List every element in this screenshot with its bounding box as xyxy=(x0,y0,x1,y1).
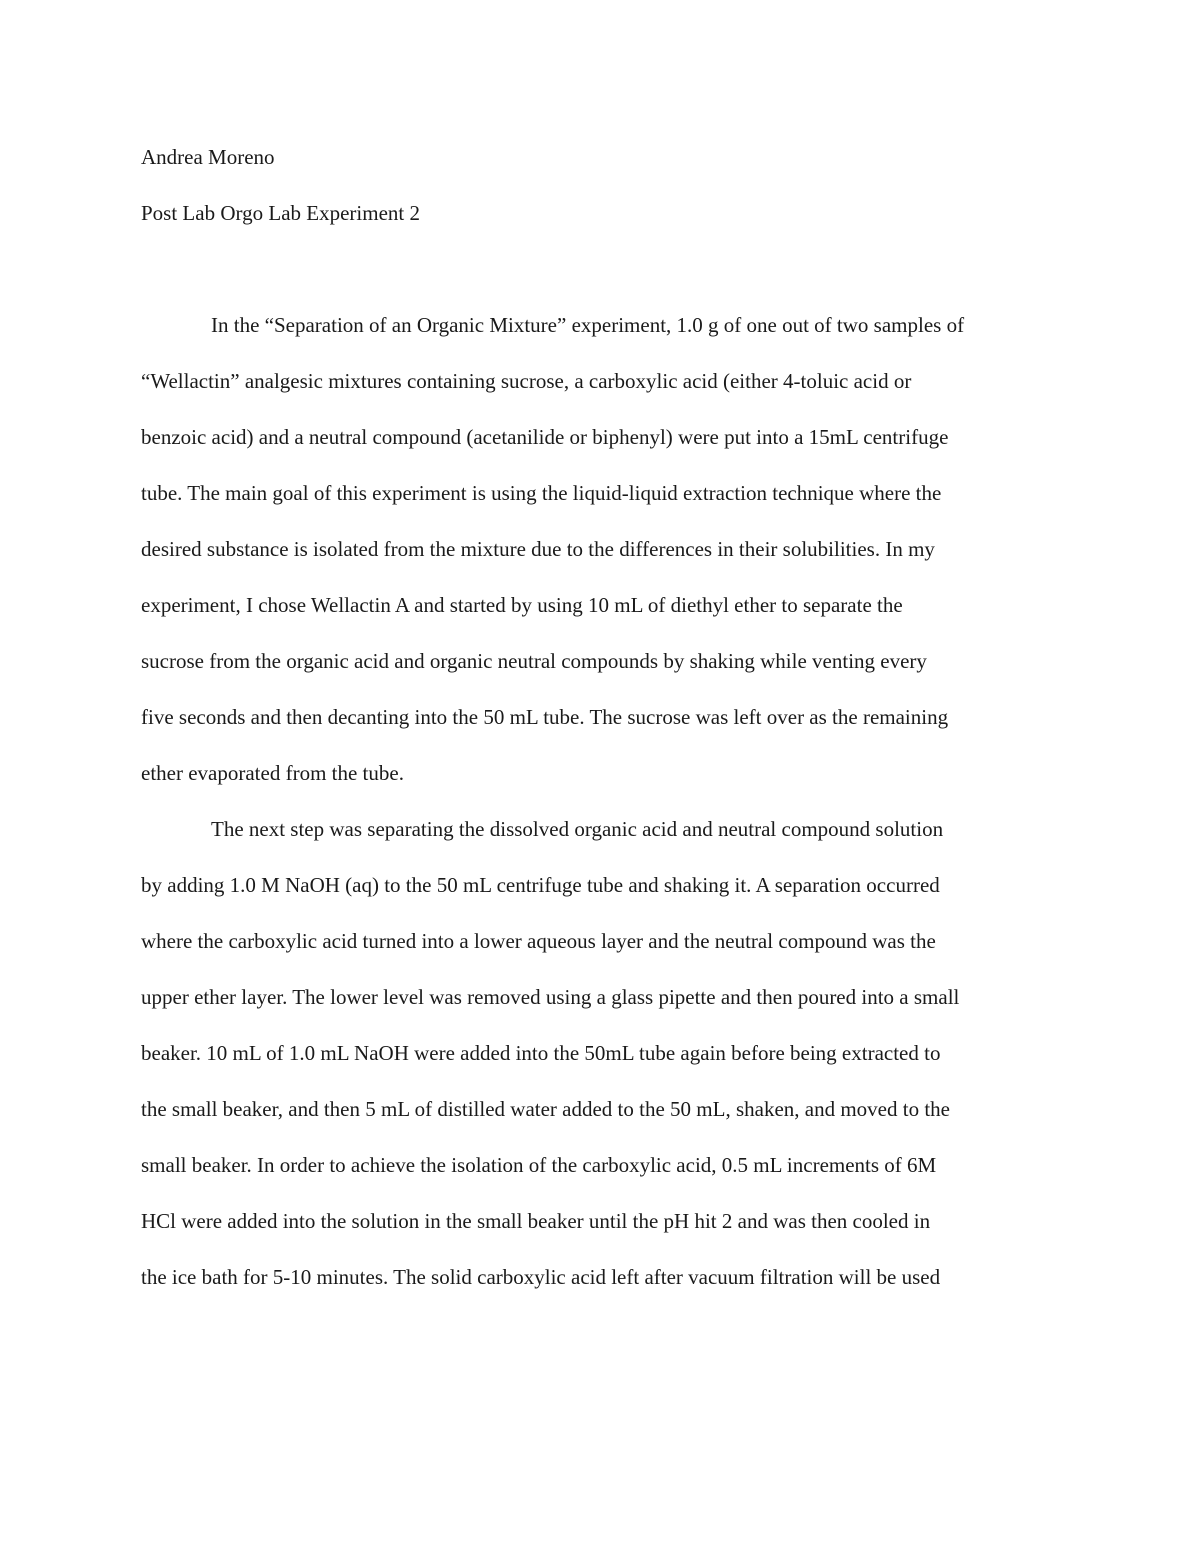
text-line: small beaker. In order to achieve the isolation of the carboxylic acid, 0.5 mL increments of 6M xyxy=(141,1153,937,1177)
text-line: “Wellactin” analgesic mixtures containing sucrose, a carboxylic acid (either 4-toluic acid or xyxy=(141,369,912,393)
text-line: where the carboxylic acid turned into a lower aqueous layer and the neutral compound was the xyxy=(141,929,936,953)
text-line: sucrose from the organic acid and organic neutral compounds by shaking while venting every xyxy=(141,649,927,673)
text-line: by adding 1.0 M NaOH (aq) to the 50 mL centrifuge tube and shaking it. A separation occurred xyxy=(141,873,940,897)
text-line: desired substance is isolated from the mixture due to the differences in their solubilities. In my xyxy=(141,537,935,561)
text-line: ether evaporated from the tube. xyxy=(141,761,404,785)
text-line: the small beaker, and then 5 mL of distilled water added to the 50 mL, shaken, and moved to the xyxy=(141,1097,950,1121)
text-line: The next step was separating the dissolved organic acid and neutral compound solution xyxy=(211,817,944,841)
text-line: beaker. 10 mL of 1.0 mL NaOH were added into the 50mL tube again before being extracted to xyxy=(141,1041,941,1065)
text-line: benzoic acid) and a neutral compound (acetanilide or biphenyl) were put into a 15mL centrifuge xyxy=(141,425,949,449)
text-line: experiment, I chose Wellactin A and started by using 10 mL of diethyl ether to separate the xyxy=(141,593,903,617)
text-line: HCl were added into the solution in the small beaker until the pH hit 2 and was then cooled in xyxy=(141,1209,931,1233)
text-line: five seconds and then decanting into the 50 mL tube. The sucrose was left over as the remaining xyxy=(141,705,949,729)
text-line: the ice bath for 5-10 minutes. The solid carboxylic acid left after vacuum filtration will be used xyxy=(141,1265,941,1289)
text-line: tube. The main goal of this experiment is using the liquid-liquid extraction technique where the xyxy=(141,481,942,505)
document-title: Post Lab Orgo Lab Experiment 2 xyxy=(141,201,420,225)
text-line: upper ether layer. The lower level was removed using a glass pipette and then poured into a small xyxy=(141,985,960,1009)
author-name: Andrea Moreno xyxy=(141,145,275,169)
text-line: In the “Separation of an Organic Mixture” experiment, 1.0 g of one out of two samples of xyxy=(211,313,965,337)
